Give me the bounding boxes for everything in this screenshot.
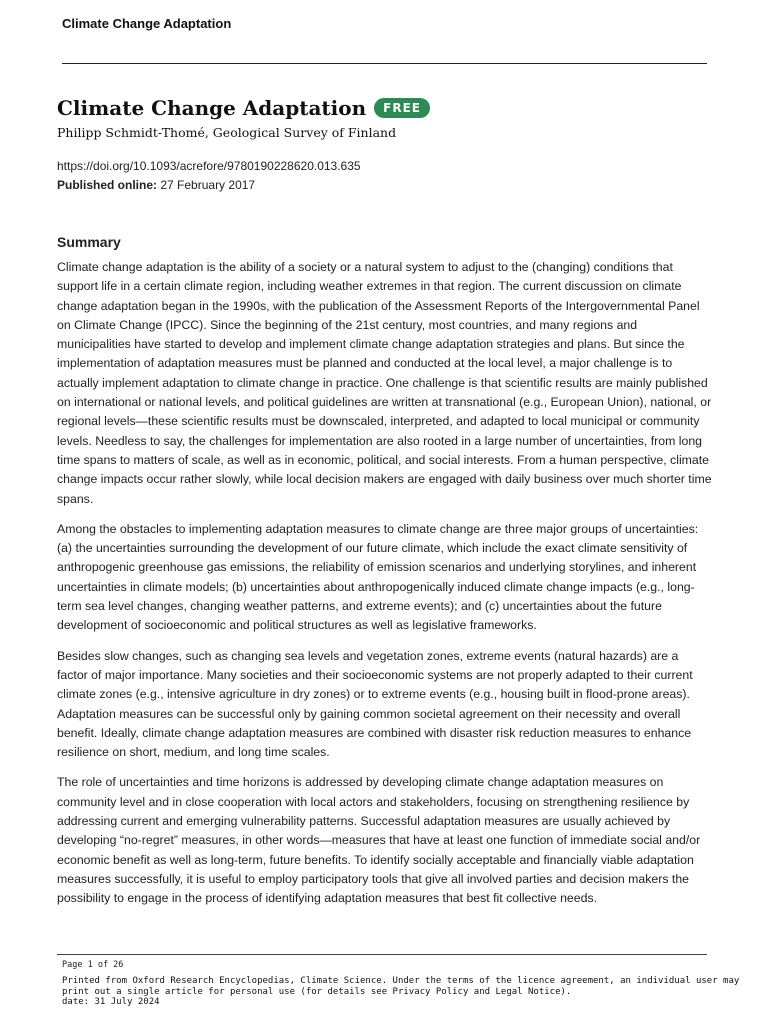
title-row xyxy=(57,96,430,120)
article-author: Philipp Schmidt-Thomé, Geological Survey of Finland xyxy=(57,125,397,140)
published-label: Published online: xyxy=(57,178,158,192)
page-number: Page 1 of 26 xyxy=(62,960,124,970)
published-date xyxy=(57,178,255,192)
summary-body xyxy=(57,258,712,920)
doi-link[interactable]: https://doi.org/10.1093/acrefore/9780190228620.013.635 xyxy=(57,159,361,173)
summary-paragraph: Besides slow changes, such as changing sea levels and vegetation zones, extreme events (natural hazards) are a factor of major importance. Many societies and their socioeconomic systems are not properly adapted to their current climate zones (e.g., intensive agriculture in dry zones) or to extreme events (e.g., housing built in flood-prone areas). Adaptation measures can be successful only by gaining common societal agreement on their necessity and overall benefit. Ideally, climate change adaptation measures are combined with disaster risk reduction measures to enhance resilience on short, medium, and long time scales. xyxy=(57,648,693,760)
print-notice-line: Printed from Oxford Research Encyclopedias, Climate Science. Under the terms of the licence agreement, an individual user may xyxy=(62,976,740,986)
article-title: Climate Change Adaptation xyxy=(57,96,367,120)
summary-paragraph: Among the obstacles to implementing adaptation measures to climate change are three major groups of uncertainties: (a) the uncertainties surrounding the development of our future climate, which include the exact climate sensitivity of anthropogenic greenhouse gas emissions, the reliability of emission scenarios and underlying storylines, and inherent uncertainties in climate models; (b) uncertainties about anthropogenically induced climate change impacts (e.g., long-term sea level changes, changing weather patterns, and extreme events); and (c) uncertainties about the future development of socioeconomic and political structures as well as legislative frameworks. xyxy=(57,521,699,633)
summary-heading: Summary xyxy=(57,234,121,250)
summary-paragraph: Climate change adaptation is the ability of a society or a natural system to adjust to the (changing) conditions that support life in a certain climate region, including weather extremes in that region. The current discussion on climate change adaptation began in the 1990s, with the publication of the Assessment Reports of the Intergovernmental Panel on Climate Change (IPCC). Since the beginning of the 21st century, most countries, and many regions and municipalities have started to develop and implement climate change adaptation strategies and plans. But since the implementation of adaptation measures must be planned and conducted at the local level, a major challenge is to actually implement adaptation to climate change in practice. One challenge is that scientific results are mainly published on international or national levels, and political guidelines are written at transnational (e.g., European Union), national, or regional levels—these scientific results must be downscaled, interpreted, and adapted to local municipal or community levels. Needless to say, the challenges for implementation are also rooted in a large number of uncertainties, from long time spans to matters of scale, as well as in economic, political, and social interests. From a human perspective, climate change impacts occur rather slowly, while local decision makers are engaged with daily business over much shorter time spans. xyxy=(57,260,712,506)
summary-paragraph: The role of uncertainties and time horizons is addressed by developing climate change adaptation measures on community level and in close cooperation with local actors and stakeholders, focusing on strengthening resilience by addressing current and emerging vulnerability patterns. Successful adaptation measures are usually achieved by developing “no-regret” measures, in other words—measures that have at least one function of immediate social and/or economic benefit as well as long-term, future benefits. To identify socially acceptable and financially viable adaptation measures successfully, it is useful to employ participatory tools that give all involved parties and decision makers the possibility to engage in the process of identifying adaptation measures that best fit collective needs. xyxy=(57,775,701,906)
running-header: Climate Change Adaptation xyxy=(62,16,232,31)
footer-divider xyxy=(57,954,707,955)
free-badge: FREE xyxy=(374,98,430,118)
print-date: date: 31 July 2024 xyxy=(62,997,160,1007)
print-notice xyxy=(62,976,740,1008)
header-divider xyxy=(62,63,707,64)
print-notice-line: print out a single article for personal use (for details see Privacy Policy and Legal Notice). xyxy=(62,986,572,997)
published-value: 27 February 2017 xyxy=(160,178,256,192)
